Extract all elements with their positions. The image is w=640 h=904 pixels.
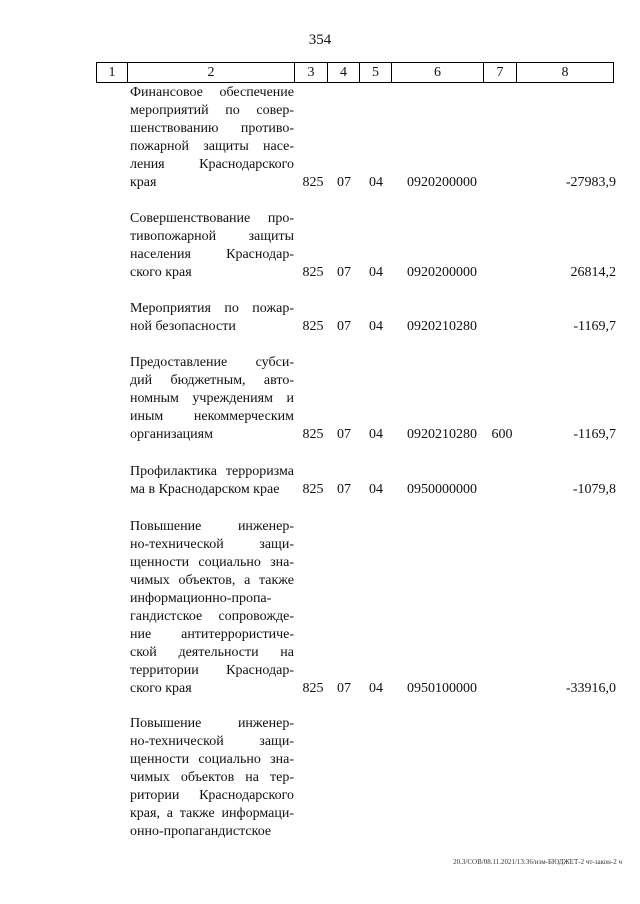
desc-line: ма в Краснодарском крае xyxy=(130,482,280,497)
desc-line: Предоставление субси- xyxy=(130,355,294,370)
col-5-header: 5 xyxy=(360,63,392,83)
desc-line: населения Краснодар- xyxy=(130,247,294,262)
desc-line: Профилактика терроризма xyxy=(130,464,294,479)
cell-ministry: 825 xyxy=(302,319,324,334)
cell-target-code: 0950000000 xyxy=(407,482,477,497)
cell-ministry: 825 xyxy=(302,681,324,696)
desc-line: номным учреждениям и xyxy=(130,391,294,406)
row-description xyxy=(130,300,294,336)
cell-target-code: 0920200000 xyxy=(407,265,477,280)
desc-line: организациям xyxy=(130,427,213,442)
desc-line: тивопожарной защиты xyxy=(130,229,294,244)
desc-line: щенности социально зна- xyxy=(130,555,294,570)
cell-section: 07 xyxy=(337,319,351,334)
desc-line: гандистское сопровожде- xyxy=(130,609,294,624)
desc-line: ной безопасности xyxy=(130,319,236,334)
document-footer: 20.3/СОВ/08.11.2021/13:36/изм-БЮДЖЕТ-2 чт-закон-2 ч xyxy=(453,858,622,866)
desc-line: ской деятельности на xyxy=(130,645,294,660)
cell-section: 07 xyxy=(337,681,351,696)
desc-line: чимых объектов на тер- xyxy=(130,770,294,785)
col-8-header: 8 xyxy=(517,63,614,83)
desc-line: информационно-пропа- xyxy=(130,591,272,606)
col-6-header: 6 xyxy=(392,63,484,83)
cell-amount: -1169,7 xyxy=(573,427,616,442)
cell-subsection: 04 xyxy=(369,427,383,442)
desc-line: шенствованию противо- xyxy=(130,121,294,136)
cell-ministry: 825 xyxy=(302,427,324,442)
desc-line: территории Краснодар- xyxy=(130,663,294,678)
desc-line: ритории Краснодарского xyxy=(130,788,294,803)
col-3-header: 3 xyxy=(295,63,328,83)
row-description xyxy=(130,210,294,282)
cell-section: 07 xyxy=(337,427,351,442)
col-1-header: 1 xyxy=(97,63,128,83)
desc-line: Финансовое обеспечение xyxy=(130,85,294,100)
row-description xyxy=(130,463,294,499)
cell-section: 07 xyxy=(337,265,351,280)
cell-ministry: 825 xyxy=(302,175,324,190)
cell-section: 07 xyxy=(337,175,351,190)
cell-section: 07 xyxy=(337,482,351,497)
row-description xyxy=(130,84,294,192)
row-description xyxy=(130,715,294,841)
desc-line: края, а также информаци- xyxy=(130,806,294,821)
cell-subsection: 04 xyxy=(369,265,383,280)
desc-line: но-технической защи- xyxy=(130,734,294,749)
cell-amount: -33916,0 xyxy=(565,681,616,696)
cell-amount: -1169,7 xyxy=(573,319,616,334)
desc-line: щенности социально зна- xyxy=(130,752,294,767)
cell-target-code: 0920210280 xyxy=(407,319,477,334)
desc-line: дий бюджетным, авто- xyxy=(130,373,294,388)
desc-line: мероприятий по совер- xyxy=(130,103,294,118)
cell-target-code: 0950100000 xyxy=(407,681,477,696)
col-4-header: 4 xyxy=(328,63,360,83)
desc-line: края xyxy=(130,175,157,190)
cell-target-code: 0920200000 xyxy=(407,175,477,190)
desc-line: онно-пропагандистское xyxy=(130,824,272,839)
cell-ministry: 825 xyxy=(302,482,324,497)
desc-line: Совершенствование про- xyxy=(130,211,294,226)
desc-line: Мероприятия по пожар- xyxy=(130,301,294,316)
desc-line: чимых объектов, а также xyxy=(130,573,294,588)
cell-subsection: 04 xyxy=(369,482,383,497)
desc-line: ского края xyxy=(130,681,192,696)
desc-line: ского края xyxy=(130,265,192,280)
cell-ministry: 825 xyxy=(302,265,324,280)
desc-line: ние антитеррористиче- xyxy=(130,627,294,642)
cell-target-code: 0920210280 xyxy=(407,427,477,442)
cell-subsection: 04 xyxy=(369,175,383,190)
column-header-row xyxy=(96,62,614,83)
desc-line: пожарной защиты насе- xyxy=(130,139,294,154)
row-description xyxy=(130,354,294,444)
desc-line: Повышение инженер- xyxy=(130,519,294,534)
row-description xyxy=(130,518,294,698)
page-number: 354 xyxy=(308,32,332,48)
col-2-header: 2 xyxy=(128,63,295,83)
cell-expense-type: 600 xyxy=(491,427,513,442)
desc-line: но-технической защи- xyxy=(130,537,294,552)
cell-amount: 26814,2 xyxy=(570,265,616,280)
col-7-header: 7 xyxy=(484,63,517,83)
desc-line: иным некоммерческим xyxy=(130,409,294,424)
desc-line: ления Краснодарского xyxy=(130,157,294,172)
cell-amount: -1079,8 xyxy=(572,482,616,497)
desc-line: Повышение инженер- xyxy=(130,716,294,731)
cell-amount: -27983,9 xyxy=(565,175,616,190)
cell-subsection: 04 xyxy=(369,319,383,334)
cell-subsection: 04 xyxy=(369,681,383,696)
